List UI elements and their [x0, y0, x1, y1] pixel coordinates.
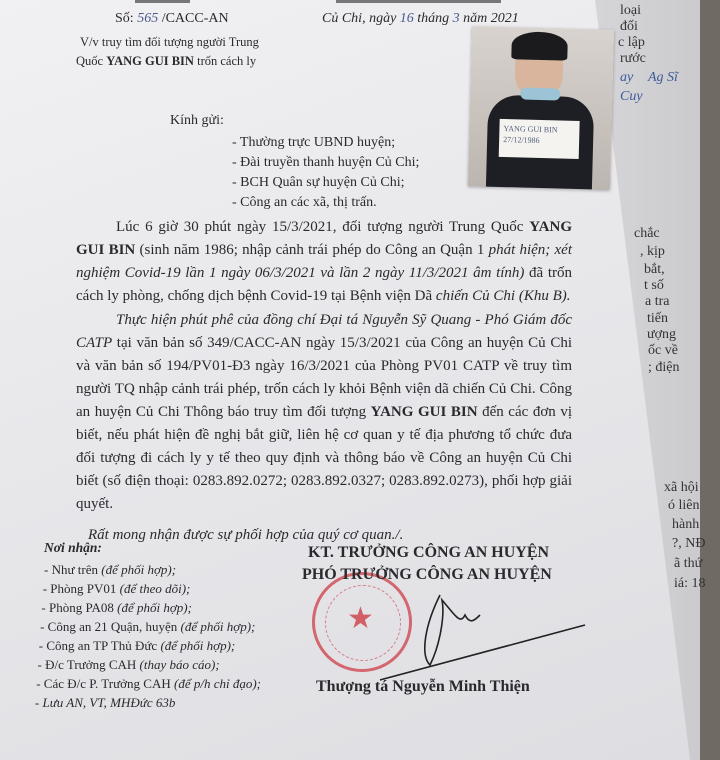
- body-text: Thực hiện phút phê của đồng chí Đại tá Nguyễn Sỹ Quang - Phó Giám đốc CATP: [76, 312, 572, 351]
- recipient-text: - Lưu AN, VT, MHĐức 63b: [34, 695, 176, 710]
- recipient-item: [36, 676, 261, 692]
- signatory-name: Thượng tá Nguyễn Minh Thiện: [316, 678, 530, 695]
- fragment: c lập: [618, 35, 645, 50]
- suspect-photo: [468, 26, 614, 190]
- recipient-text: - Đ/c Trưởng CAH: [37, 657, 140, 672]
- recipient-note: (để theo dõi);: [119, 581, 191, 596]
- month-handwritten: 3: [452, 11, 460, 26]
- fragment: rước: [620, 51, 646, 66]
- number-handwritten: 565: [137, 11, 159, 26]
- fragment: ?, NĐ: [672, 536, 706, 551]
- day-handwritten: 16: [399, 11, 414, 26]
- handwriting: Cuy: [620, 89, 643, 104]
- addressees-label: Kính gửi:: [170, 113, 224, 128]
- fragment: , kịp: [640, 244, 665, 259]
- top-rule: [135, 0, 190, 3]
- photo-mask: [520, 87, 560, 100]
- fragment: bắt,: [644, 262, 665, 277]
- number-label: Số:: [115, 11, 134, 26]
- handwriting: Ag Sĩ: [648, 70, 678, 85]
- sign-text: 27/12/1986: [503, 135, 540, 145]
- recipient-note: (để p/h chỉ đạo);: [173, 676, 261, 691]
- handwritten-signature: [370, 585, 590, 685]
- subject-name: YANG GUI BIN: [106, 54, 194, 68]
- number-suffix: /CACC-AN: [161, 11, 229, 26]
- addressee-item: - Đài truyền thanh huyện Củ Chi;: [232, 155, 420, 170]
- document-body: [76, 216, 572, 547]
- top-rule: [336, 0, 501, 3]
- body-text: chiến Củ Chi (Khu B).: [435, 288, 571, 304]
- addressee-item: - Thường trực UBND huyện;: [232, 135, 396, 150]
- recipient-text: - Phòng PV01: [42, 581, 120, 596]
- year-text: năm 2021: [463, 11, 519, 26]
- photo-sign: [499, 119, 580, 159]
- recipient-note: (để phối hợp);: [180, 619, 256, 634]
- recipient-item: [39, 638, 235, 654]
- body-text: tại văn bản số 349/CACC-AN ngày 15/3/2021 của Công an huyện Củ Chi và văn bản số 194/PV01-Đ3 ngày 16/3/2021 của Phòng PV01 CATP về truy tìm người TQ nhập cảnh trái phép, trốn cách ly khỏi Bệnh viện dã chiến Củ Chi. Công an huyện Củ Chi Thông báo truy tìm đối tượng: [76, 335, 572, 420]
- handwriting: ay: [620, 70, 634, 85]
- fragment: t số: [644, 278, 664, 293]
- recipient-item: [44, 562, 176, 578]
- recipient-item: [38, 657, 220, 673]
- signature-title-1: KT. TRƯỞNG CÔNG AN HUYỆN: [308, 544, 550, 561]
- recipient-text: - Như trên: [44, 562, 102, 577]
- fragment: ; điện: [648, 360, 680, 375]
- addressee-item: - BCH Quân sự huyện Củ Chi;: [232, 175, 405, 190]
- body-text: đến các đơn vị biết, nếu phát hiện đề nghị bắt giữ, liên hệ cơ quan y tế địa phương tổ chức đưa đối tượng đi cách ly y tế theo quy định và thông báo về Công an huyện Củ Chi biết (số điện thoại: 0283.892.0272; 0283.892.0327; 0283.892.0273), phối hợp giải quyết.: [76, 404, 572, 512]
- fragment: đối: [620, 19, 638, 34]
- background-surface: [700, 0, 720, 760]
- fragment: a tra: [645, 294, 670, 309]
- signature-title-2: PHÓ TRƯỞNG CÔNG AN HUYỆN: [302, 566, 552, 583]
- addressee-item: - Công an các xã, thị trấn.: [232, 195, 377, 210]
- star-icon: ★: [347, 602, 374, 635]
- fragment: xã hội: [664, 480, 699, 495]
- place-date-prefix: Củ Chi, ngày: [322, 11, 397, 26]
- recipient-item: [41, 600, 192, 616]
- fragment: ốc về: [648, 343, 678, 358]
- month-label: tháng: [417, 11, 450, 26]
- recipient-item: [40, 619, 255, 635]
- fragment: hành: [672, 517, 700, 532]
- recipient-text: - Công an TP Thủ Đức: [38, 638, 161, 653]
- photo-hair: [511, 31, 568, 60]
- paragraph-2: [76, 309, 572, 516]
- place-date: [322, 10, 519, 28]
- recipient-item: [43, 581, 191, 597]
- recipient-note: (để phối hợp);: [101, 562, 177, 577]
- recipient-item: [35, 695, 175, 711]
- body-text: đã trốn cách ly phòng, chống dịch bệnh Covid-19 tại Bệnh viện Dã: [76, 265, 572, 304]
- subject-line-2: [76, 53, 256, 69]
- suspect-name: YANG GUI BIN: [370, 404, 478, 420]
- subject-text: Quốc: [76, 54, 104, 68]
- recipient-note: (để phối hợp);: [160, 638, 236, 653]
- recipient-text: - Phòng PA08: [41, 600, 118, 615]
- recipient-note: (thay báo cáo);: [139, 657, 220, 672]
- body-text: phát hiện; xét nghiệm Covid-19 lần 1 ngày 06/3/2021 và lần 2 ngày 11/3/2021 âm tính): [76, 242, 572, 281]
- subject-line-1: V/v truy tìm đối tượng người Trung: [80, 35, 259, 49]
- fragment: tiến: [647, 311, 668, 326]
- recipient-text: - Công an 21 Quận, huyện: [40, 619, 181, 634]
- paragraph-1: [76, 216, 572, 308]
- sign-text: YANG GUI BIN: [503, 124, 558, 135]
- fragment: ó liên: [668, 498, 700, 513]
- fragment: ã thứ: [674, 556, 703, 571]
- recipient-note: (để phối hợp);: [117, 600, 192, 615]
- body-text: Lúc 6 giờ 30 phút ngày 15/3/2021, đối tượng người Trung Quốc: [116, 219, 530, 235]
- recipients-label: Nơi nhận:: [44, 540, 102, 555]
- body-text: (sinh năm 1986; nhập cảnh trái phép do Công an Quận 1: [135, 242, 489, 258]
- suspect-name: YANG GUI BIN: [76, 219, 572, 258]
- document-number: [115, 10, 229, 28]
- fragment: chắc: [634, 226, 660, 241]
- subject-text: trốn cách ly: [197, 54, 257, 68]
- fragment: loại: [620, 3, 641, 18]
- fragment: iá: 18: [674, 576, 706, 591]
- fragment: ượng: [647, 327, 676, 342]
- closing-line: Rất mong nhận được sự phối hợp của quý cơ quan./.: [88, 527, 404, 543]
- recipient-text: - Các Đ/c P. Trưởng CAH: [36, 676, 174, 691]
